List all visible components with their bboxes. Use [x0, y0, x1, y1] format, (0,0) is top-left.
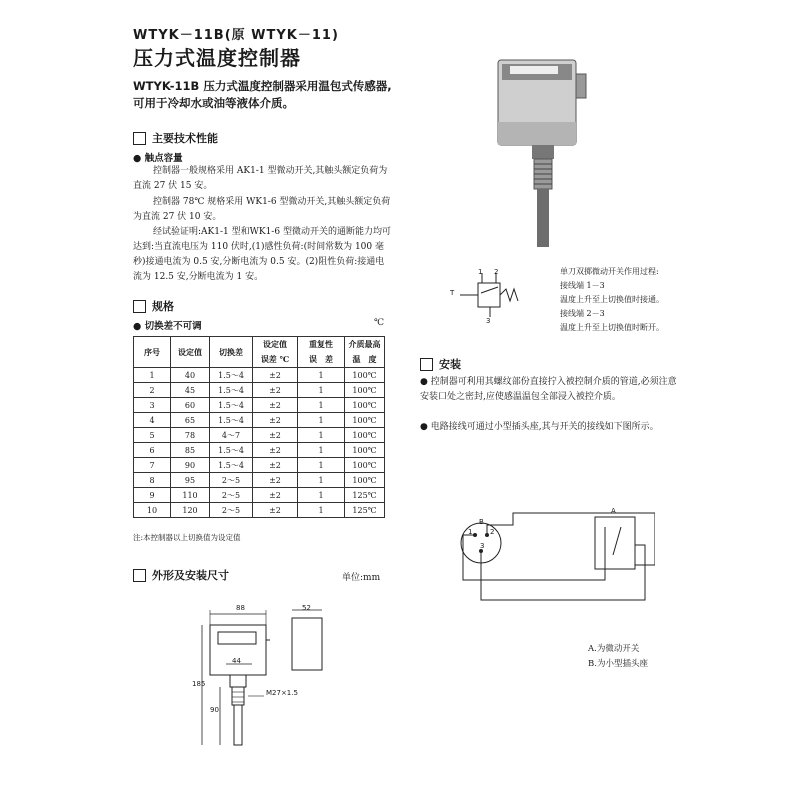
table-cell: ±2: [253, 413, 298, 428]
table-cell: 100℃: [345, 443, 385, 458]
table-cell: 2～5: [210, 503, 253, 518]
wiring-label-2: 2: [490, 528, 495, 536]
table-cell: 125℃: [345, 488, 385, 503]
table-cell: 3: [134, 398, 171, 413]
table-cell: 78: [171, 428, 210, 443]
table-cell: 40: [171, 368, 210, 383]
table-cell: 8: [134, 473, 171, 488]
model-title: WTYK－11B(原 WTYK－11): [133, 28, 339, 43]
spec-bullet: ● 切换差不可调: [133, 321, 202, 332]
wiring-label-a: A: [611, 507, 616, 515]
th-rep-bottom: 误 差: [298, 352, 345, 368]
table-cell: 2～5: [210, 473, 253, 488]
table-cell: 10: [134, 503, 171, 518]
table-cell: 1.5～4: [210, 413, 253, 428]
section-box-icon: [420, 358, 433, 371]
section-box-icon: [133, 569, 146, 582]
switch-line: 单刀双掷微动开关作用过程:: [560, 267, 659, 276]
contact-bullet-label: 触点容量: [144, 153, 183, 164]
th-max-bottom: 温 度: [345, 352, 385, 368]
table-cell: 1: [298, 443, 345, 458]
table-cell: ±2: [253, 488, 298, 503]
table-cell: 4～7: [210, 428, 253, 443]
th-diff: 切换差: [210, 337, 253, 368]
table-cell: 100℃: [345, 398, 385, 413]
switch-line: 温度上升至上切换值时接通。: [560, 295, 664, 304]
tech-para-2: 控制器 78℃ 规格采用 WK1-6 型微动开关,其触头额定负荷为直流 27 伏 10 安。: [133, 197, 391, 222]
wiring-diagram: [455, 505, 655, 625]
table-row: [134, 473, 385, 488]
dim-heading: [133, 567, 229, 583]
table-cell: 6: [134, 443, 171, 458]
spec-unit: ℃: [374, 318, 385, 328]
th-err-bottom: 误差 ℃: [253, 352, 298, 368]
table-row: [134, 503, 385, 518]
table-cell: ±2: [253, 383, 298, 398]
dim-heading-label: 外形及安装尺寸: [152, 569, 229, 582]
table-row: [134, 443, 385, 458]
dim-thread: M27×1.5: [266, 689, 298, 697]
switch-label-1: 1: [478, 268, 483, 276]
switch-info: [560, 265, 664, 335]
table-cell: 1: [298, 458, 345, 473]
switch-label-2: 2: [494, 268, 499, 276]
table-cell: 95: [171, 473, 210, 488]
th-no: 序号: [134, 337, 171, 368]
th-err-top: 设定值: [253, 337, 298, 353]
table-cell: 5: [134, 428, 171, 443]
table-cell: 9: [134, 488, 171, 503]
table-row: [134, 383, 385, 398]
table-row: [134, 368, 385, 383]
dim-88: 88: [236, 604, 245, 612]
table-cell: 85: [171, 443, 210, 458]
table-row: [134, 398, 385, 413]
tech-heading-label: 主要技术性能: [152, 132, 218, 145]
table-cell: 110: [171, 488, 210, 503]
table-cell: ±2: [253, 503, 298, 518]
table-cell: 2～5: [210, 488, 253, 503]
table-cell: 100℃: [345, 368, 385, 383]
table-cell: 1: [298, 413, 345, 428]
install-heading: [420, 356, 461, 372]
table-cell: 1.5～4: [210, 458, 253, 473]
dim-44: 44: [232, 657, 241, 665]
table-row: [134, 458, 385, 473]
spec-table-body: [134, 368, 385, 518]
table-cell: 45: [171, 383, 210, 398]
install-item-1: ● 控制器可利用其螺纹部份直接拧入被控制介质的管道,必须注意安装口处之密封,应使感温温包全部浸入被控介质。: [420, 377, 677, 402]
intro-text: WTYK-11B 压力式温度控制器采用温包式传感器,可用于冷却水或油等液体介质。: [133, 79, 392, 110]
dim-90: 90: [210, 706, 219, 714]
table-cell: 1: [134, 368, 171, 383]
table-cell: 100℃: [345, 383, 385, 398]
install-heading-label: 安装: [439, 358, 461, 371]
table-cell: 90: [171, 458, 210, 473]
dim-52: 52: [302, 604, 311, 612]
table-row: [134, 413, 385, 428]
table-cell: 1: [298, 428, 345, 443]
table-cell: 100℃: [345, 458, 385, 473]
table-cell: 120: [171, 503, 210, 518]
wiring-label-b: B: [479, 518, 484, 526]
spec-bullet-label: 切换差不可调: [144, 321, 202, 332]
wiring-label-3: 3: [480, 542, 485, 550]
wiring-label-1: 1: [468, 528, 473, 536]
table-cell: ±2: [253, 368, 298, 383]
table-cell: ±2: [253, 458, 298, 473]
page-title: 压力式温度控制器: [133, 46, 301, 70]
table-cell: ±2: [253, 428, 298, 443]
table-cell: 4: [134, 413, 171, 428]
legend-item: A.为微动开关: [588, 644, 640, 654]
th-max-top: 介质最高: [345, 337, 385, 353]
switch-line: 接线端 2－3: [560, 309, 605, 318]
switch-line: 温度上升至上切换值时断开。: [560, 323, 664, 332]
table-row: [134, 428, 385, 443]
tech-heading: [133, 130, 218, 146]
table-cell: 100℃: [345, 473, 385, 488]
table-cell: ±2: [253, 473, 298, 488]
switch-line: 接线端 1－3: [560, 281, 605, 290]
table-cell: 1: [298, 473, 345, 488]
contact-bullet: ● 触点容量: [133, 153, 183, 164]
table-cell: 1.5～4: [210, 398, 253, 413]
table-cell: 1: [298, 503, 345, 518]
table-row: [134, 488, 385, 503]
spec-heading-label: 规格: [152, 300, 174, 313]
dim-185: 185: [192, 680, 206, 688]
table-cell: 100℃: [345, 428, 385, 443]
switch-label-t: T: [450, 289, 455, 297]
section-box-icon: [133, 132, 146, 145]
table-cell: 1: [298, 398, 345, 413]
table-cell: 65: [171, 413, 210, 428]
table-cell: ±2: [253, 398, 298, 413]
dimension-drawing: [190, 600, 350, 750]
th-rep-top: 重复性: [298, 337, 345, 353]
table-cell: 100℃: [345, 413, 385, 428]
install-item-2: ● 电路接线可通过小型插头座,其与开关的接线如下图所示。: [420, 422, 659, 432]
th-setpoint: 设定值: [171, 337, 210, 368]
spec-table: [133, 336, 385, 518]
table-cell: 1.5～4: [210, 368, 253, 383]
install-item-text: 电路接线可通过小型插头座,其与开关的接线如下图所示。: [430, 422, 659, 432]
table-cell: 1: [298, 488, 345, 503]
tech-para-3: 经试验证明:AK1-1 型和WK1-6 型微动开关的通断能力均可达到:当直流电压为 110 伏时,(1)感性负荷:(时间常数为 100 毫秒)接通电流为 0.5 安,分断电流为 0.5 安。(2)阻性负荷:接通电流为 12.5 安,分断电流为 1 安。: [133, 227, 391, 282]
table-cell: 2: [134, 383, 171, 398]
wiring-legend: [588, 642, 648, 672]
legend-item: B.为小型插头座: [588, 659, 648, 669]
install-item-text: 控制器可利用其螺纹部份直接拧入被控制介质的管道,必须注意安装口处之密封,应使感温温包全部浸入被控介质。: [420, 377, 677, 402]
spec-heading: [133, 298, 174, 314]
table-cell: 1.5～4: [210, 383, 253, 398]
dim-unit: 单位:mm: [342, 573, 381, 583]
table-cell: 7: [134, 458, 171, 473]
tech-para-1: 控制器一般规格采用 AK1-1 型微动开关,其触头额定负荷为直流 27 伏 15 安。: [133, 166, 388, 191]
spec-note: 注:本控制器以上切换值为设定值: [133, 533, 241, 542]
table-cell: 1: [298, 383, 345, 398]
table-cell: ±2: [253, 443, 298, 458]
table-cell: 1: [298, 368, 345, 383]
product-photo: [488, 52, 608, 252]
table-cell: 1.5～4: [210, 443, 253, 458]
table-cell: 60: [171, 398, 210, 413]
table-cell: 125℃: [345, 503, 385, 518]
switch-label-3: 3: [486, 317, 491, 325]
section-box-icon: [133, 300, 146, 313]
